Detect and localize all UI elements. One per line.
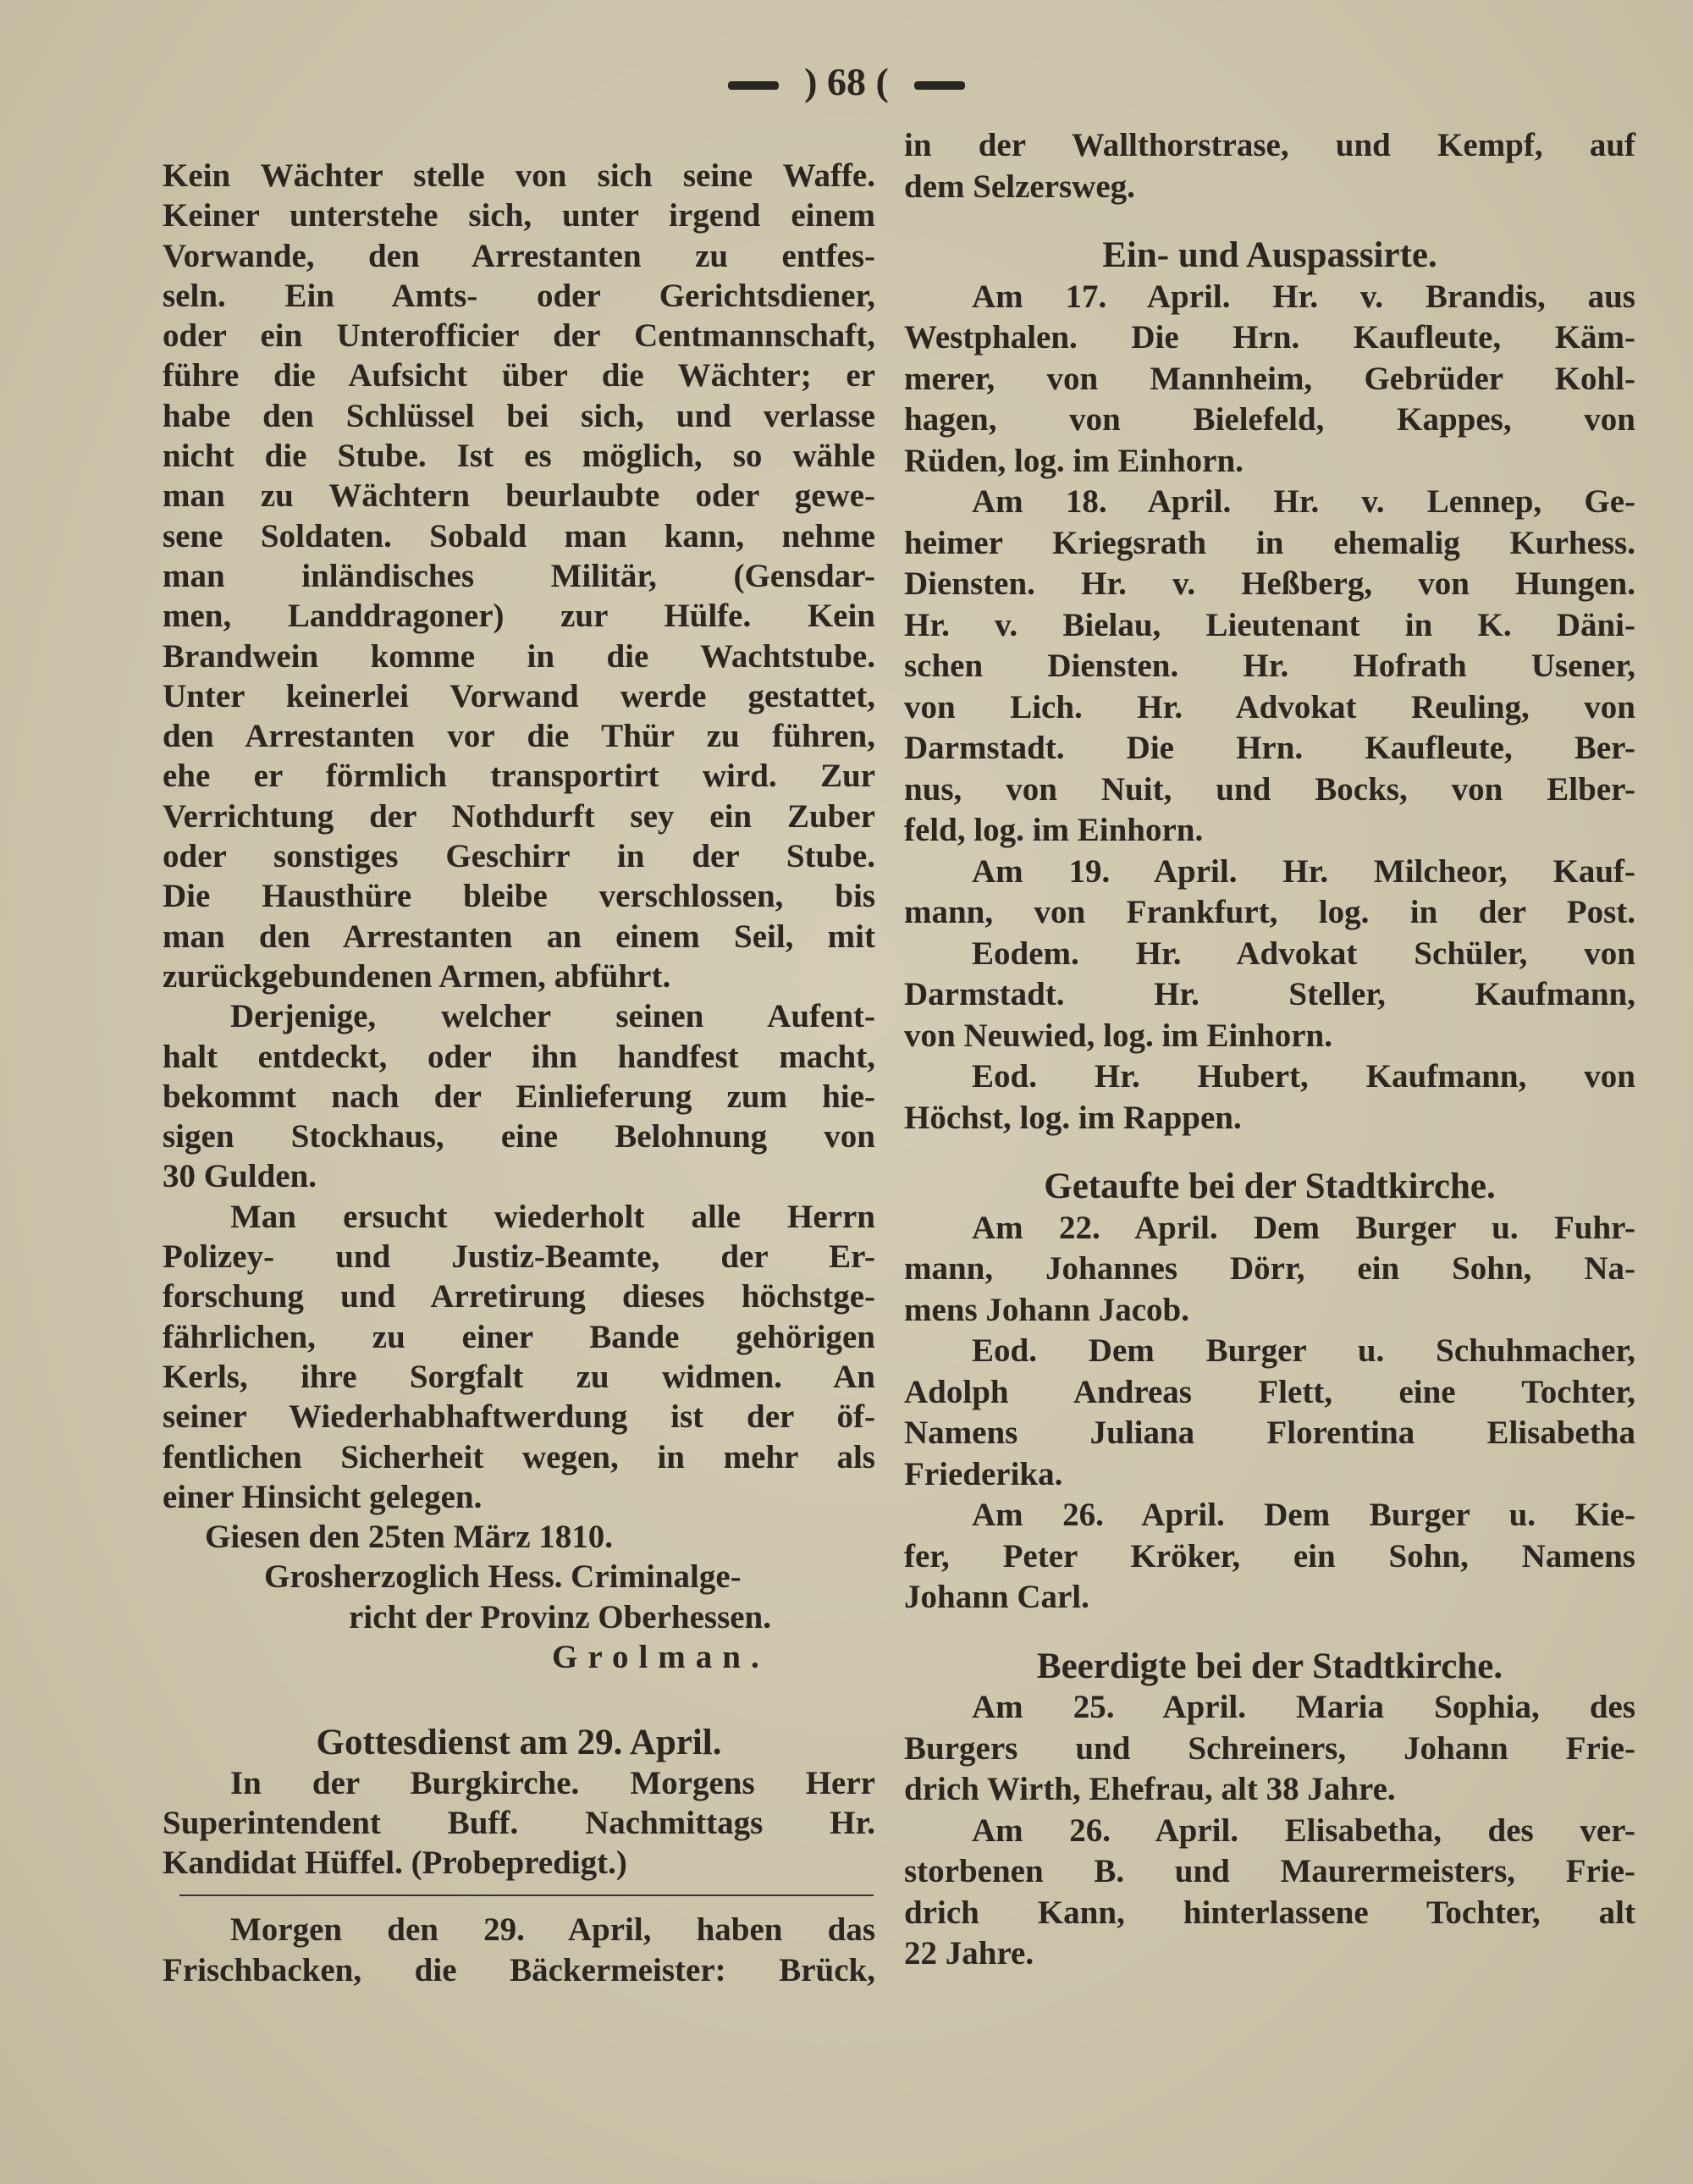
- text-line: forschung und Arretirung dieses höchstge-: [163, 1278, 875, 1315]
- text-line: Hr. v. Bielau, Lieutenant in K. Däni-: [904, 606, 1635, 643]
- text-line: drich Kann, hinterlassene Tochter, alt: [904, 1894, 1635, 1931]
- text-line: seiner Wiederhabhaftwerdung ist der öf-: [163, 1398, 875, 1436]
- text-line: heimer Kriegsrath in ehemalig Kurhess.: [904, 524, 1635, 561]
- text-line: merer, von Mannheim, Gebrüder Kohl-: [904, 360, 1635, 397]
- text-line: Polizey- und Justiz-Beamte, der Er-: [163, 1238, 875, 1276]
- text-line: storbenen B. und Maurermeisters, Frie-: [904, 1853, 1635, 1889]
- text-line: fer, Peter Kröker, ein Sohn, Namens: [904, 1537, 1635, 1575]
- text-line: nicht die Stube. Ist es möglich, so wähle: [163, 438, 875, 475]
- text-line: Eodem. Hr. Advokat Schüler, von: [972, 935, 1635, 972]
- text-line: in der Wallthorstrase, und Kempf, auf: [904, 127, 1635, 163]
- text-line: men, Landdragoner) zur Hülfe. Kein: [163, 598, 875, 635]
- text-line: Superintendent Buff. Nachmittags Hr.: [163, 1804, 875, 1841]
- page-header: [0, 59, 1693, 104]
- divider-rule: [179, 1894, 874, 1896]
- text-line: man inländisches Militär, (Gensdar-: [163, 557, 875, 594]
- text-line: Adolph Andreas Flett, eine Tochter,: [904, 1373, 1635, 1410]
- ornament-dash-right: [914, 81, 965, 90]
- text-line: Höchst, log. im Rappen.: [904, 1099, 1242, 1136]
- text-line: Am 19. April. Hr. Milcheor, Kauf-: [972, 852, 1635, 890]
- text-line: Johann Carl.: [904, 1579, 1089, 1615]
- text-line: Eod. Hr. Hubert, Kaufmann, von: [972, 1058, 1635, 1095]
- text-line: Giesen den 25ten März 1810.: [205, 1519, 614, 1556]
- text-line: schen Diensten. Hr. Hofrath Usener,: [904, 648, 1635, 684]
- text-line: Kandidat Hüffel. (Probepredigt.): [163, 1845, 627, 1882]
- text-line: den Arrestanten vor die Thür zu führen,: [163, 718, 875, 755]
- text-line: Keiner unterstehe sich, unter irgend einem: [163, 197, 875, 234]
- text-line: Brandwein komme in die Wachtstube.: [163, 637, 875, 675]
- text-line: Namens Juliana Florentina Elisabetha: [904, 1415, 1635, 1451]
- text-line: Westphalen. Die Hrn. Kaufleute, Käm-: [904, 319, 1635, 356]
- text-line: Diensten. Hr. v. Heßberg, von Hungen.: [904, 565, 1635, 602]
- text-line: Unter keinerlei Vorwand werde gestattet,: [163, 677, 875, 714]
- right-column: [904, 125, 1635, 1975]
- text-line: 22 Jahre.: [904, 1935, 1034, 1972]
- text-line: führe die Aufsicht über die Wächter; er: [163, 357, 875, 394]
- text-line: 30 Gulden.: [163, 1158, 317, 1195]
- text-line: fährlichen, zu einer Bande gehörigen: [163, 1318, 875, 1355]
- section-heading: Gottesdienst am 29. April.: [316, 1723, 722, 1763]
- section-heading: Ein- und Auspassirte.: [1102, 235, 1437, 275]
- text-line: drich Wirth, Ehefrau, alt 38 Jahre.: [904, 1771, 1396, 1807]
- text-line: Am 17. April. Hr. v. Brandis, aus: [972, 278, 1635, 315]
- text-line: zurückgebundenen Armen, abführt.: [163, 957, 671, 995]
- text-line: hagen, von Bielefeld, Kappes, von: [904, 401, 1635, 438]
- section-spacer: [904, 1619, 1635, 1646]
- text-line: Kerls, ihre Sorgfalt zu widmen. An: [163, 1358, 875, 1395]
- text-line: Derjenige, welcher seinen Aufent-: [230, 998, 875, 1035]
- section-heading: Beerdigte bei der Stadtkirche.: [1036, 1646, 1503, 1686]
- text-line: ehe er förmlich transportirt wird. Zur: [163, 758, 875, 795]
- section-spacer: [904, 1139, 1635, 1166]
- text-line: fentlichen Sicherheit wegen, in mehr als: [163, 1438, 875, 1475]
- text-line: dem Selzersweg.: [904, 168, 1135, 205]
- text-line: einer Hinsicht gelegen.: [163, 1478, 483, 1515]
- text-line: man zu Wächtern beurlaubte oder gewe-: [163, 477, 875, 515]
- text-line: Morgen den 29. April, haben das: [230, 1911, 875, 1949]
- text-line: feld, log. im Einhorn.: [904, 812, 1204, 848]
- text-line: Man ersucht wiederholt alle Herrn: [230, 1198, 875, 1235]
- text-line: sene Soldaten. Sobald man kann, nehme: [163, 517, 875, 554]
- text-line: seln. Ein Amts- oder Gerichtsdiener,: [163, 277, 875, 314]
- text-line: Darmstadt. Die Hrn. Kaufleute, Ber-: [904, 730, 1635, 766]
- text-line: In der Burgkirche. Morgens Herr: [230, 1764, 875, 1801]
- text-line: oder ein Unterofficier der Centmannschaft,: [163, 317, 875, 355]
- text-line: mann, von Frankfurt, log. in der Post.: [904, 894, 1635, 930]
- text-line: richt der Provinz Oberhessen.: [349, 1598, 772, 1635]
- section-spacer: [904, 207, 1635, 235]
- text-line: Verrichtung der Nothdurft sey ein Zuber: [163, 797, 875, 835]
- text-line: Friederika.: [904, 1455, 1063, 1492]
- section-heading: Getaufte bei der Stadtkirche.: [1044, 1166, 1496, 1206]
- text-line: mens Johann Jacob.: [904, 1291, 1189, 1328]
- text-line: Frischbacken, die Bäckermeister: Brück,: [163, 1951, 875, 1988]
- text-line: man den Arrestanten an einem Seil, mit: [163, 918, 875, 955]
- text-line: Am 22. April. Dem Burger u. Fuhr-: [972, 1209, 1635, 1246]
- text-line: Eod. Dem Burger u. Schuhmacher,: [972, 1332, 1635, 1369]
- page-number: ) 68 (: [804, 60, 889, 103]
- text-line: halt entdeckt, oder ihn handfest macht,: [163, 1038, 875, 1075]
- text-line: von Lich. Hr. Advokat Reuling, von: [904, 688, 1635, 725]
- text-line: Grosherzoglich Hess. Criminalge-: [264, 1558, 742, 1596]
- text-line: oder sonstiges Geschirr in der Stube.: [163, 838, 875, 875]
- text-line: Burgers und Schreiners, Johann Frie-: [904, 1729, 1635, 1767]
- left-column: [163, 156, 875, 1990]
- text-line: Darmstadt. Hr. Steller, Kaufmann,: [904, 976, 1635, 1012]
- text-line: sigen Stockhaus, eine Belohnung von: [163, 1118, 875, 1155]
- text-line: bekommt nach der Einlieferung zum hie-: [163, 1078, 875, 1115]
- text-line: nus, von Nuit, und Bocks, von Elber-: [904, 770, 1635, 808]
- text-line: Vorwande, den Arrestanten zu entfes-: [163, 237, 875, 274]
- text-line: Am 25. April. Maria Sophia, des: [972, 1689, 1635, 1725]
- ornament-dash-left: [728, 81, 779, 90]
- text-line: Am 26. April. Dem Burger u. Kie-: [972, 1497, 1635, 1533]
- text-line: Kein Wächter stelle von sich seine Waffe.: [163, 157, 875, 194]
- text-line: Die Hausthüre bleibe verschlossen, bis: [163, 878, 875, 915]
- text-line: Grolman.: [552, 1638, 769, 1675]
- text-line: von Neuwied, log. im Einhorn.: [904, 1017, 1332, 1054]
- text-line: mann, Johannes Dörr, ein Sohn, Na-: [904, 1250, 1635, 1287]
- text-line: habe den Schlüssel bei sich, und verlasse: [163, 397, 875, 434]
- text-line: Am 26. April. Elisabetha, des ver-: [972, 1812, 1635, 1849]
- text-line: Am 18. April. Hr. v. Lennep, Ge-: [972, 483, 1635, 520]
- text-line: Rüden, log. im Einhorn.: [904, 442, 1244, 479]
- section-spacer: [163, 1677, 875, 1723]
